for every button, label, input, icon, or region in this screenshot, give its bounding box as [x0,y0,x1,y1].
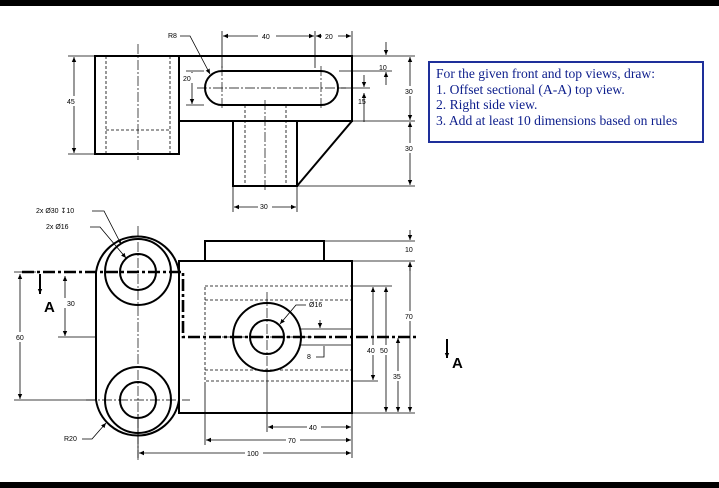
dim-front-45: 45 [67,99,75,106]
dim-top-40-bottom: 40 [309,425,317,432]
dim-top-70-bottom: 70 [288,438,296,445]
dim-front-r8: R8 [168,33,177,40]
dim-top-r20: R20 [64,436,77,443]
dim-top-100: 100 [247,451,259,458]
instructions-box [428,61,704,143]
drawing-sheet [0,6,719,482]
dim-front-30-lower: 30 [405,146,413,153]
dim-top-counterbore: 2x Ø30 ↧10 [36,208,75,215]
instructions-step-2: 2. Right side view. [436,97,538,112]
dim-front-40: 40 [262,34,270,41]
dim-top-70: 70 [405,314,413,321]
dim-top-hole16: 2x Ø16 [46,224,69,231]
dim-top-60: 60 [16,335,24,342]
top-raised-strip [205,241,324,261]
dim-top-center-hole: Ø16 [309,302,323,309]
instructions-heading: For the given front and top views, draw: [436,66,655,81]
dim-top-10: 10 [405,247,413,254]
top-left-lobe [96,236,179,435]
dim-top-30: 30 [67,301,75,308]
section-label-left: A [44,299,55,316]
front-left-block [95,56,179,154]
dim-front-15: 15 [358,99,366,106]
instructions-step-3: 3. Add at least 10 dimensions based on rules [436,112,678,128]
section-label-right: A [452,355,463,372]
front-view [66,31,417,212]
dim-front-30-boss: 30 [260,204,268,211]
dim-front-30-upper: 30 [405,89,413,96]
instructions-step-1: 1. Offset sectional (A-A) top view. [436,81,625,97]
dim-top-50: 50 [380,348,388,355]
cutting-plane-line [22,272,416,337]
front-rib [297,121,352,186]
dim-top-40: 40 [367,348,375,355]
dim-top-35: 35 [393,374,401,381]
dim-front-20-top: 20 [325,34,333,41]
dim-front-10: 10 [379,65,387,72]
dim-front-20-slot: 20 [183,76,191,83]
top-view [14,207,463,460]
dim-top-8: 8 [307,354,311,361]
